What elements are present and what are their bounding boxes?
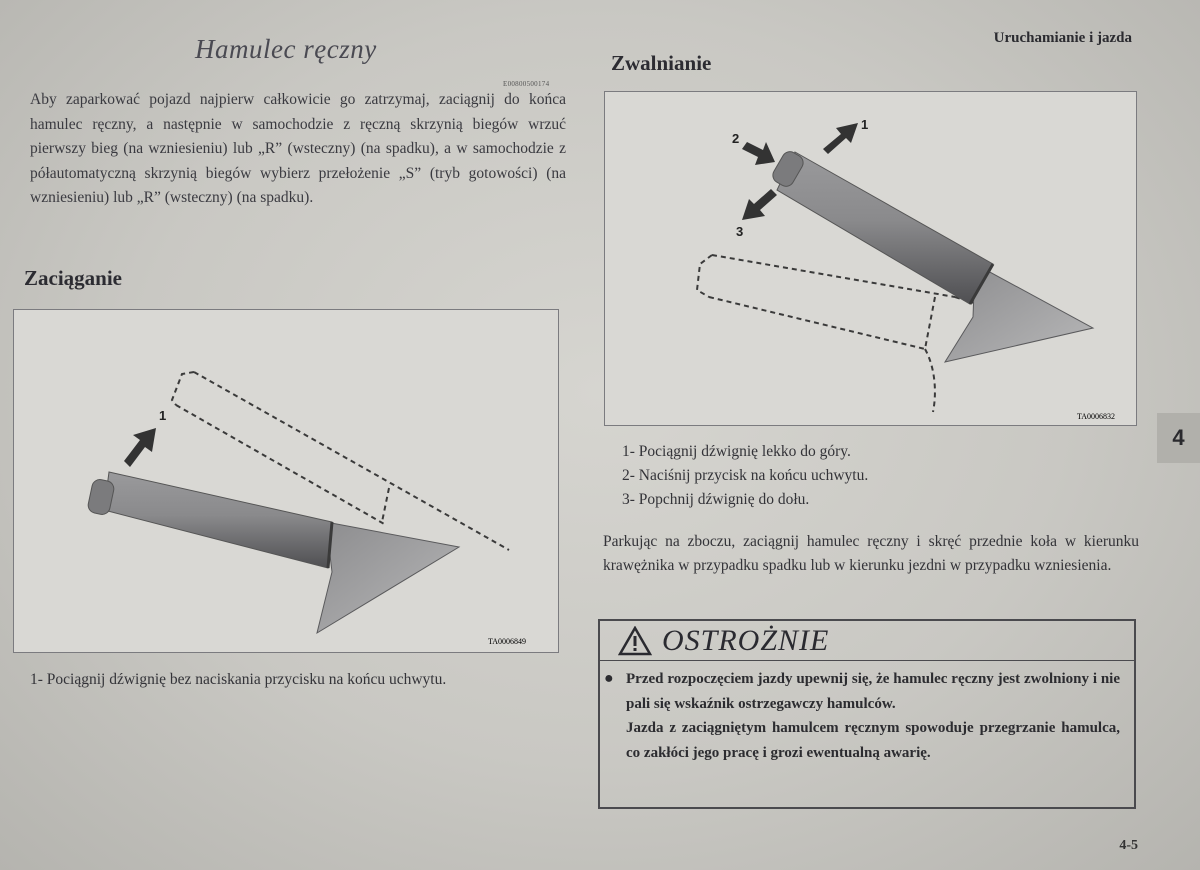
lever-base <box>317 522 459 633</box>
lever-handle <box>777 152 993 304</box>
arrow-label-1: 1 <box>159 408 167 423</box>
intro-paragraph: Aby zaparkować pojazd najpierw całkowicie go zatrzymaj, zaciągnij do końca hamulec ręczny, a następnie w samochodzie z ręczną skrzynią biegów wrzuć pierwszy bieg (na wzniesieniu) lub „R” (wsteczny) (na spadku), a w samochodzie z półautomatyczną skrzynią biegów wybierz przełożenie „S” (tryb gotowości) (na wzniesieniu) lub „R” (wsteczny) (na spadku). <box>30 91 566 206</box>
bullet-icon: ● <box>604 670 614 687</box>
section-header: Uruchamianie i jazda <box>993 30 1132 46</box>
arrow-press-icon <box>742 142 775 165</box>
document-code: E00800500174 <box>503 80 550 88</box>
step-item: 2- Naciśnij przycisk na końcu uchwytu. <box>622 467 869 484</box>
step-item: 3- Popchnij dźwignię do dołu. <box>622 491 810 508</box>
arrow-up-icon <box>823 123 858 154</box>
releasing-heading: Zwalnianie <box>611 51 712 75</box>
step-item: 1- Pociągnij dźwignię lekko do góry. <box>622 443 851 460</box>
page-number: 4-5 <box>1119 838 1138 853</box>
caution-box <box>598 619 1136 809</box>
releasing-figure <box>604 91 1137 426</box>
lever-handle <box>104 472 332 568</box>
figure-code: TA0006832 <box>1077 412 1116 421</box>
releasing-steps <box>622 440 1122 512</box>
parking-paragraph: Parkując na zboczu, zaciągnij hamulec ręczny i skręć przednie koła w kierunku krawężnika w przypadku spadku lub w kierunku jezdni w przypadku wzniesienia. <box>603 533 1139 574</box>
engaging-illustration <box>14 310 558 652</box>
page-title: Hamulec ręczny <box>195 34 377 64</box>
arrow-label-3: 3 <box>736 224 744 239</box>
arrow-label-1: 1 <box>861 117 869 132</box>
engaging-caption: 1- Pociągnij dźwignię bez naciskania przycisku na końcu uchwytu. <box>30 671 447 688</box>
arrow-icon <box>124 428 156 467</box>
engaging-figure <box>13 309 559 653</box>
caution-text-1: Przed rozpoczęciem jazdy upewnij się, że hamulec ręczny jest zwolniony i nie pali się wskaźnik ostrzegawczy hamulców. <box>626 671 1120 712</box>
arrow-label-2: 2 <box>732 131 740 146</box>
arrow-down-icon <box>742 189 777 220</box>
figure-code: TA0006849 <box>488 637 527 646</box>
engaging-heading: Zaciąganie <box>24 266 122 290</box>
caution-title: OSTROŻNIE <box>662 623 830 657</box>
caution-header <box>600 621 1134 661</box>
caution-text-2: Jazda z zaciągniętym hamulcem ręcznym spowoduje przegrzanie hamulca, co zakłóci jego pracę i grozi ewentualną awarię. <box>626 720 1120 761</box>
caution-text <box>600 661 1134 765</box>
releasing-illustration <box>605 92 1136 425</box>
warning-triangle-icon <box>618 626 652 656</box>
chapter-tab: 4 <box>1157 413 1200 463</box>
